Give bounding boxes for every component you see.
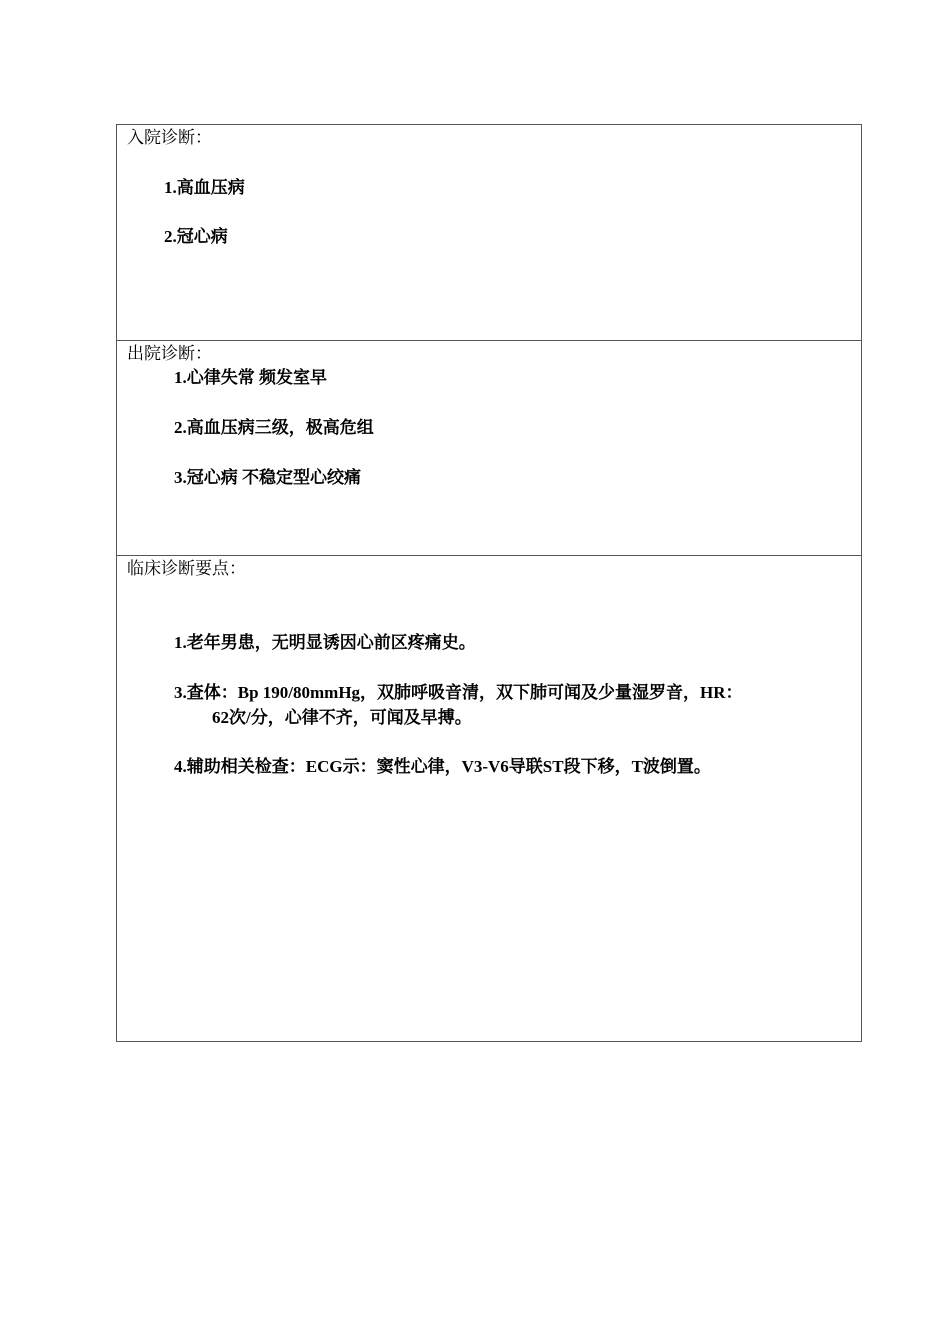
discharge-diagnosis-label: 出院诊断：	[127, 344, 212, 363]
admission-diagnosis-item-1: 1.高血压病	[164, 178, 245, 197]
discharge-diagnosis-item-2: 2.高血压病三级，极高危组	[174, 418, 374, 437]
clinical-point-4: 4.辅助相关检查：ECG示：窦性心律，V3-V6导联ST段下移，T波倒置。	[174, 757, 711, 776]
clinical-points-label: 临床诊断要点：	[127, 559, 246, 578]
discharge-diagnosis-section	[117, 341, 861, 556]
diagnosis-table	[116, 124, 862, 1042]
clinical-points-section	[117, 556, 861, 1041]
clinical-point-3	[174, 680, 814, 730]
clinical-point-1: 1.老年男患，无明显诱因心前区疼痛史。	[174, 633, 476, 652]
discharge-diagnosis-item-1: 1.心律失常 频发室早	[174, 368, 327, 387]
admission-diagnosis-label: 入院诊断：	[127, 128, 212, 147]
clinical-point-3-line-1: 3.查体：Bp 190/80mmHg，双肺呼吸音清，双下肺可闻及少量湿罗音，HR：	[174, 683, 743, 702]
discharge-diagnosis-item-3: 3.冠心病 不稳定型心绞痛	[174, 468, 361, 487]
clinical-point-3-line-2: 62次/分，心律不齐，可闻及早搏。	[212, 708, 472, 727]
admission-diagnosis-item-2: 2.冠心病	[164, 227, 228, 246]
admission-diagnosis-section	[117, 125, 861, 341]
